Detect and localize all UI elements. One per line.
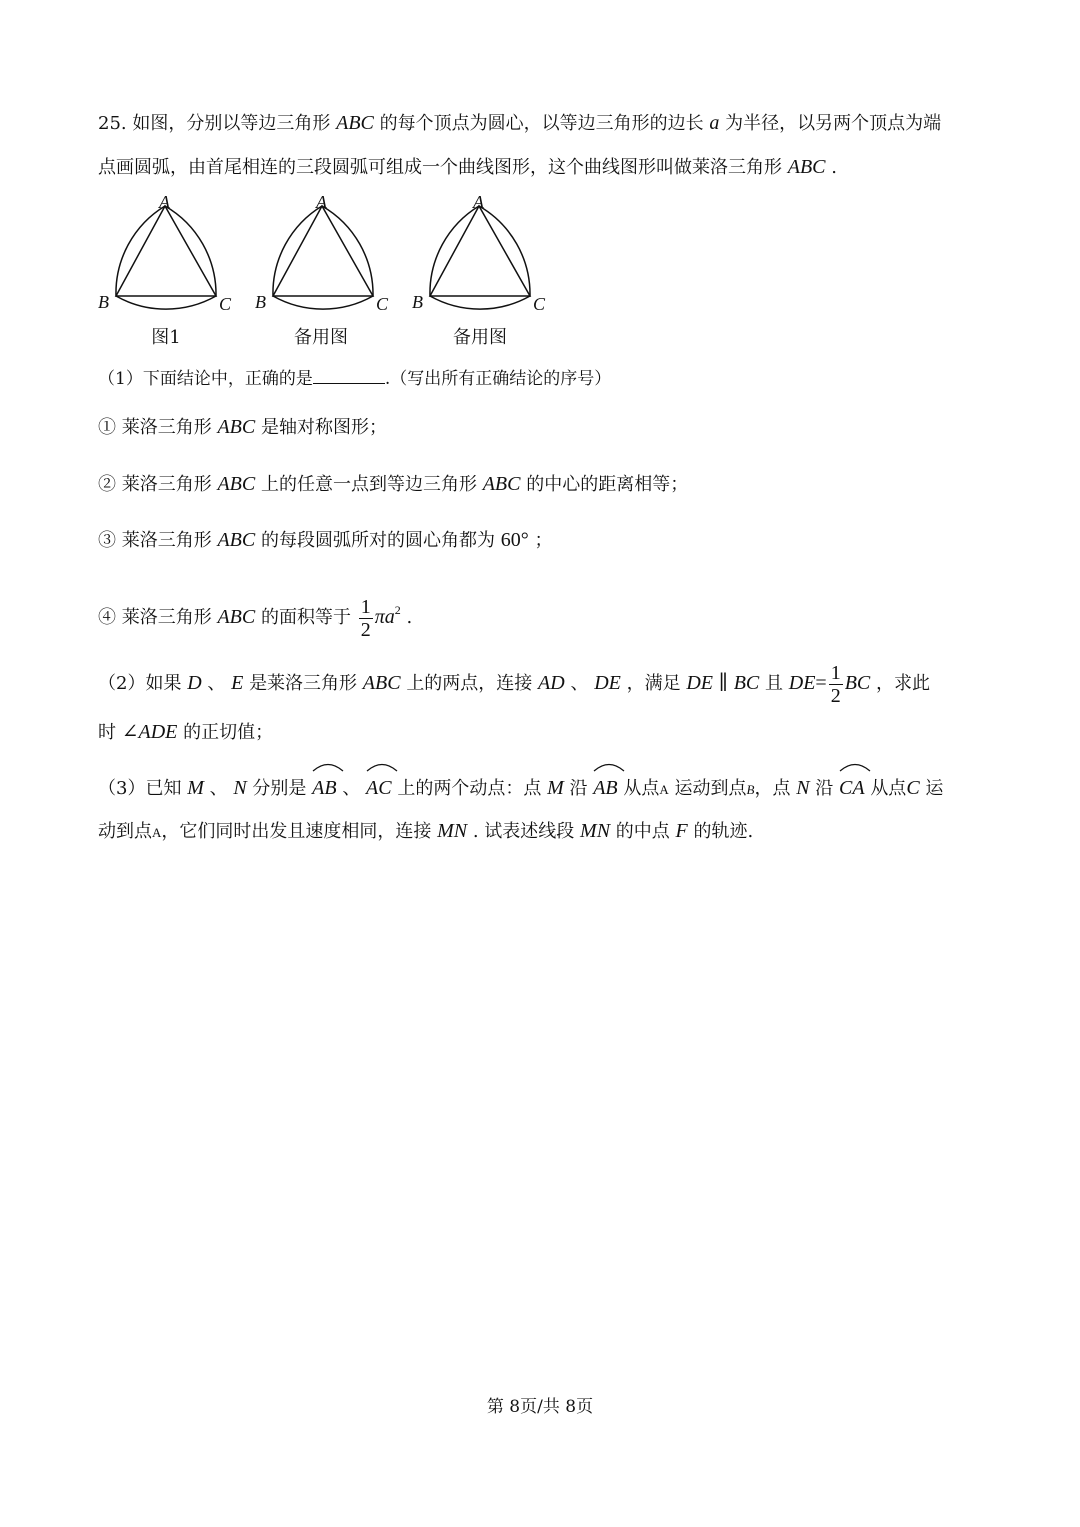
point-a: A: [659, 782, 669, 797]
problem-number: 25.: [98, 113, 127, 134]
option-text: 莱洛三角形: [121, 530, 212, 551]
option-2: [98, 469, 688, 500]
text: 沿: [569, 778, 588, 799]
part-2-line-1: [98, 657, 930, 710]
math-d: D: [187, 672, 202, 694]
point-b: B: [746, 782, 755, 797]
label-b: B: [412, 292, 423, 312]
equals-sign: =: [815, 672, 827, 694]
reuleaux-outline: [116, 206, 216, 309]
figure-3: [412, 192, 546, 314]
problem-intro-line-1: [98, 108, 941, 139]
text: 是莱洛三角形: [249, 673, 358, 694]
text: 、: [207, 673, 226, 694]
text: （2）如果: [98, 673, 182, 694]
text: . 试表述线段: [472, 821, 575, 842]
text: ，求此: [876, 673, 930, 694]
label-a: A: [473, 192, 484, 212]
intro-text: 的每个顶点为圆心，以等边三角形的边长: [379, 113, 704, 134]
math-abc: ABC: [787, 156, 826, 178]
intro-text: 如图，分别以等边三角形: [132, 113, 331, 134]
figure-caption-2: 备用图: [294, 327, 348, 348]
reuleaux-figures: [95, 190, 565, 315]
text: 的轨迹.: [693, 821, 754, 842]
option-text: ；: [534, 530, 553, 551]
arc-ab: [312, 764, 336, 807]
label-a: A: [316, 192, 327, 212]
text: 动到点: [98, 821, 152, 842]
label-c: C: [219, 294, 232, 314]
intro-text: .: [831, 157, 837, 178]
point-a: A: [152, 825, 162, 840]
math-bc: BC: [733, 672, 760, 694]
math-mn: MN: [437, 820, 468, 842]
triangle: [116, 206, 216, 296]
text: 上的两个动点：点: [397, 778, 542, 799]
math-n: N: [796, 777, 810, 799]
math-ade: ADE: [138, 721, 178, 743]
text: 运动到点: [674, 778, 747, 799]
text: 、: [570, 673, 589, 694]
label-c: C: [533, 294, 546, 314]
math-pi: π: [374, 606, 385, 628]
option-4: [98, 584, 412, 644]
fraction-one-half: [359, 596, 373, 641]
fraction-denominator: 2: [830, 684, 841, 707]
option-text: .: [406, 607, 413, 628]
fraction-denominator: 2: [360, 618, 371, 641]
text: 沿: [815, 778, 834, 799]
part-2-line-2: [98, 717, 273, 748]
math-m: M: [187, 777, 204, 799]
math-a: a: [384, 606, 395, 628]
triangle: [273, 206, 373, 296]
part-3-line-1: [98, 764, 943, 808]
text: ，满足: [626, 673, 681, 694]
intro-text: 点画圆弧，由首尾相连的三段圆弧可组成一个曲线图形，这个曲线图形叫做莱洛三角形: [98, 157, 782, 178]
math-abc: ABC: [217, 416, 256, 438]
part-1-suffix: .（写出所有正确结论的序号）: [384, 369, 612, 389]
option-text: 的每段圆弧所对的圆心角都为: [260, 530, 495, 551]
intro-text: 为半径，以另两个顶点为端: [725, 113, 942, 134]
answer-blank[interactable]: [313, 365, 385, 384]
math-abc: ABC: [362, 672, 401, 694]
math-n: N: [233, 777, 247, 799]
text: ，它们同时出发且速度相同，连接: [161, 821, 432, 842]
option-3: [98, 525, 552, 556]
math-ad: AD: [538, 672, 565, 694]
math-ac: AC: [366, 777, 392, 799]
math-a: a: [709, 112, 720, 134]
option-1: [98, 412, 387, 443]
label-b: B: [255, 292, 266, 312]
text: 时: [98, 722, 116, 743]
reuleaux-outline: [430, 206, 530, 309]
label-b: B: [98, 292, 109, 312]
option-text: 莱洛三角形: [121, 417, 212, 438]
text: 从点: [870, 778, 907, 799]
arc-symbol: [838, 760, 872, 772]
angle-symbol: ∠: [121, 721, 139, 743]
figure-caption-1: 图1: [151, 327, 181, 348]
fraction-one-half: [829, 662, 843, 707]
label-a: A: [159, 192, 170, 212]
option-text: 的面积等于: [260, 607, 351, 628]
text: （3）已知: [98, 778, 182, 799]
arc-ac: [366, 764, 392, 807]
math-abc: ABC: [217, 473, 256, 495]
text: 的中点: [615, 821, 670, 842]
text: 分别是: [252, 778, 307, 799]
option-mark: ③: [98, 530, 116, 551]
math-ab: AB: [312, 777, 337, 799]
math-e: E: [231, 672, 244, 694]
text: 、: [209, 778, 228, 799]
option-text: 是轴对称图形；: [260, 417, 387, 438]
fraction-numerator: 1: [830, 661, 841, 684]
math-bc: BC: [844, 672, 871, 694]
text: 且: [765, 673, 784, 694]
math-angle: 60°: [500, 529, 529, 551]
arc-symbol: [311, 760, 345, 772]
page-footer: 第 8页/共 8页: [486, 1397, 594, 1417]
text: 、: [342, 778, 361, 799]
math-m: M: [547, 777, 564, 799]
option-text: 莱洛三角形: [121, 607, 212, 628]
arc-ca: [839, 764, 865, 807]
math-abc: ABC: [336, 112, 374, 134]
math-c: C: [906, 777, 920, 799]
reuleaux-outline: [273, 206, 373, 309]
text: 的正切值；: [183, 722, 274, 743]
problem-intro-line-2: [98, 152, 837, 183]
part-1-prefix: （1）下面结论中，正确的是: [98, 369, 313, 389]
text: 从点: [623, 778, 660, 799]
math-de: DE: [594, 672, 621, 694]
triangle: [430, 206, 530, 296]
part-1-question: [98, 364, 611, 394]
math-ab: AB: [593, 777, 618, 799]
parallel-symbol: ∥: [718, 672, 728, 694]
math-de: DE: [788, 672, 816, 694]
arc-ab: [593, 764, 617, 807]
option-text: 莱洛三角形: [121, 474, 212, 495]
math-mn: MN: [580, 820, 611, 842]
option-text: 的中心的距离相等；: [526, 474, 689, 495]
arc-symbol: [592, 760, 626, 772]
figure-caption-3: 备用图: [453, 327, 507, 348]
text: 运: [925, 778, 944, 799]
option-mark: ②: [98, 474, 116, 495]
math-ca: CA: [839, 777, 865, 799]
fraction-numerator: 1: [360, 595, 371, 618]
label-c: C: [376, 294, 389, 314]
math-abc: ABC: [217, 606, 256, 628]
figure-1: [98, 192, 232, 314]
text: ，点: [754, 778, 791, 799]
option-mark: ①: [98, 417, 116, 438]
math-f: F: [675, 820, 688, 842]
option-mark: ④: [98, 607, 116, 628]
text: 上的两点，连接: [406, 673, 533, 694]
math-abc: ABC: [482, 473, 521, 495]
math-abc: ABC: [217, 529, 256, 551]
figure-2: [255, 192, 389, 314]
part-3-line-2: [98, 816, 753, 848]
math-de: DE: [686, 672, 713, 694]
option-text: 上的任意一点到等边三角形: [260, 474, 477, 495]
exponent: 2: [394, 603, 401, 617]
arc-symbol: [365, 760, 399, 772]
